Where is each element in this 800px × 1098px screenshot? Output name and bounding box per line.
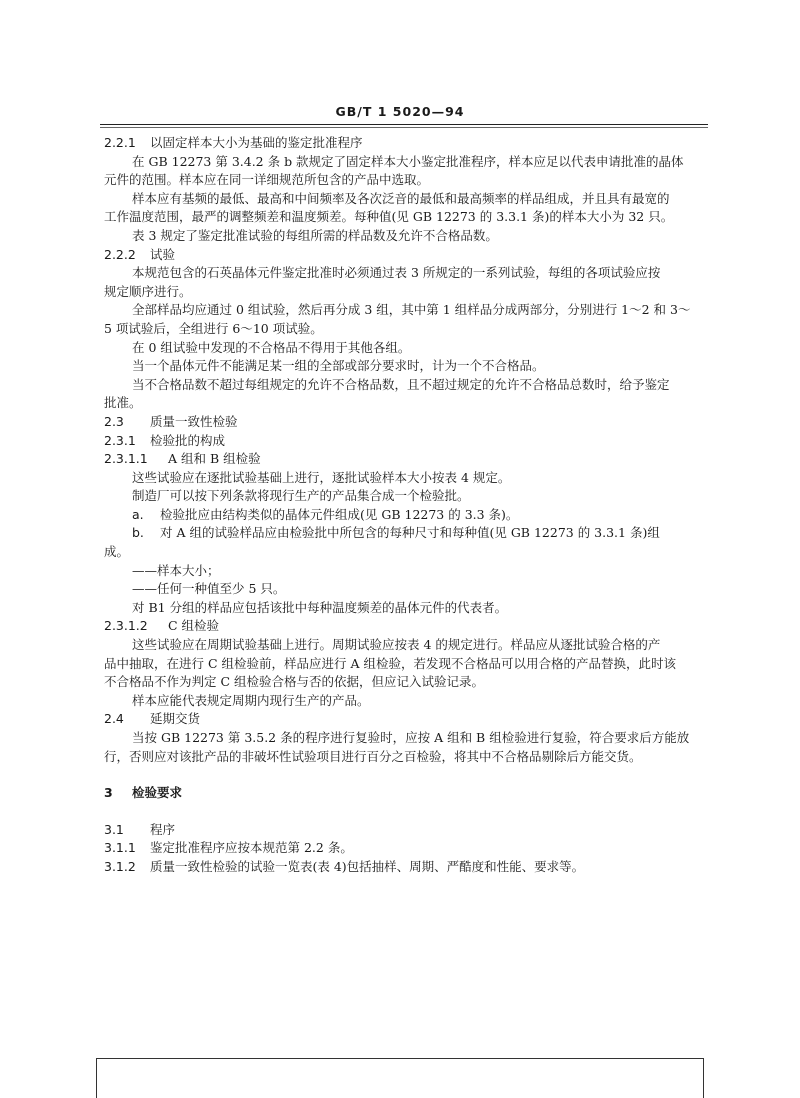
section-text: 程序: [150, 821, 176, 837]
section-heading: [104, 710, 708, 729]
section-text: 检验要求: [132, 785, 183, 801]
section-number: 2.3.1.1: [104, 451, 148, 467]
section-heading: [104, 432, 708, 451]
section-number: 2.3.1: [104, 432, 136, 448]
paragraph-line: 5 项试验后，全组进行 6～10 项试验。: [104, 320, 323, 336]
section-number: 3.1: [104, 821, 124, 837]
section-text: 对 A 组的试验样品应由检验批中所包含的每种尺寸和每种值(见 GB 12273 的 3.3.1 条)组: [160, 525, 660, 541]
paragraph-line: 这些试验应在逐批试验基础上进行，逐批试验样本大小按表 4 规定。: [132, 469, 511, 485]
section-number: a.: [132, 506, 144, 522]
paragraph-line: 行，否则应对该批产品的非破坏性试验项目进行百分之百检验，将其中不合格品剔除后方能交货。: [104, 748, 642, 764]
paragraph-line: 在 0 组试验中发现的不合格品不得用于其他各组。: [132, 339, 411, 355]
section-text: 检验批的构成: [150, 432, 226, 448]
paragraph-line: 规定顺序进行。: [104, 283, 192, 299]
paragraph-line: 对 B1 分组的样品应包括该批中每种温度频差的晶体元件的代表者。: [132, 599, 508, 615]
paragraph-line: 全部样品均应通过 0 组试验，然后再分成 3 组，其中第 1 组样品分成两部分，分别进行 1～2 和 3～: [132, 302, 691, 318]
section-text: 质量一致性检验的试验一览表(表 4)包括抽样、周期、严酷度和性能、要求等。: [150, 858, 585, 874]
section-text: 质量一致性检验: [150, 413, 238, 429]
paragraph-line: 在 GB 12273 第 3.4.2 条 b 款规定了固定样本大小鉴定批准程序，样本应足以代表申请批准的晶体: [132, 153, 684, 169]
paragraph-line: ——任何一种值至少 5 只。: [132, 581, 286, 597]
section-number: b.: [132, 525, 144, 541]
paragraph-line: 样本应有基频的最低、最高和中间频率及各次泛音的最低和最高频率的样品组成，并且具有最宽的: [132, 190, 670, 206]
paragraph-line: 这些试验应在周期试验基础上进行。周期试验应按表 4 的规定进行。样品应从逐批试验合格的产: [132, 637, 661, 653]
paragraph-line: 元件的范围。样本应在同一详细规范所包含的产品中选取。: [104, 172, 430, 188]
paragraph-line: 批准。: [104, 395, 142, 411]
section-number: 3: [104, 785, 113, 801]
paragraph-line: ——样本大小；: [132, 562, 220, 578]
paragraph-line: 品中抽取，在进行 C 组检验前，样品应进行 A 组检验，若发现不合格品可以用合格的产品替换，此时该: [104, 655, 676, 671]
footer-frame: [96, 1058, 704, 1098]
paragraph-line: 样本应能代表规定周期内现行生产的产品。: [132, 692, 370, 708]
section-heading: [104, 413, 708, 432]
paragraph-line: 当不合格品数不超过每组规定的允许不合格品数，且不超过规定的允许不合格品总数时，给予鉴定: [132, 376, 670, 392]
paragraph-line: 表 3 规定了鉴定批准试验的每组所需的样品数及允许不合格品数。: [132, 227, 498, 243]
section-heading: [104, 450, 708, 469]
section-heading: [104, 858, 708, 877]
list-item: [104, 506, 708, 525]
section-text: 检验批应由结构类似的晶体元件组成(见 GB 12273 的 3.3 条)。: [160, 506, 519, 522]
paragraph-line: 工作温度范围，最严的调整频差和温度频差。每种值(见 GB 12273 的 3.3.1 条)的样本大小为 32 只。: [104, 209, 674, 225]
section-text: 试验: [150, 246, 176, 262]
section-number: 2.3: [104, 413, 124, 429]
paragraph-line: 不合格品不作为判定 C 组检验合格与否的依据，但应记入试验记录。: [104, 674, 485, 690]
header-rule: [100, 124, 708, 125]
page-header-code: GB/T 1 5020—94: [335, 104, 465, 119]
section-heading: [104, 821, 708, 840]
section-text: 延期交货: [150, 711, 201, 727]
paragraph-line: 本规范包含的石英晶体元件鉴定批准时必须通过表 3 所规定的一系列试验，每组的各项试验应按: [132, 265, 661, 281]
section-heading: [104, 134, 708, 153]
section-number: 2.2.1: [104, 135, 136, 150]
section-heading: [104, 246, 708, 265]
section-heading: [104, 617, 708, 636]
section-heading: [104, 839, 708, 858]
section-number: 2.3.1.2: [104, 618, 148, 634]
section-number: 2.2.2: [104, 246, 136, 262]
paragraph-line: 当按 GB 12273 第 3.5.2 条的程序进行复验时，应按 A 组和 B 组检验进行复验，符合要求后方能放: [132, 730, 690, 745]
paragraph-line: 当一个晶体元件不能满足某一组的全部或部分要求时，计为一个不合格品。: [132, 358, 545, 374]
section-text: 以固定样本大小为基础的鉴定批准程序: [150, 135, 363, 150]
section-text: C 组检验: [168, 618, 220, 634]
section-heading: [104, 784, 708, 803]
spacer: [104, 803, 708, 821]
section-number: 3.1.1: [104, 840, 136, 856]
paragraph-line: 制造厂可以按下列条款将现行生产的产品集合成一个检验批。: [132, 488, 470, 504]
spacer: [104, 766, 708, 784]
document-body: [104, 134, 708, 877]
list-item: [104, 524, 708, 543]
paragraph-line: 成。: [104, 544, 130, 560]
section-number: 2.4: [104, 711, 124, 727]
header-rule-thin: [100, 127, 708, 128]
section-text: A 组和 B 组检验: [168, 451, 261, 467]
section-number: 3.1.2: [104, 858, 136, 874]
section-text: 鉴定批准程序应按本规范第 2.2 条。: [150, 840, 353, 856]
